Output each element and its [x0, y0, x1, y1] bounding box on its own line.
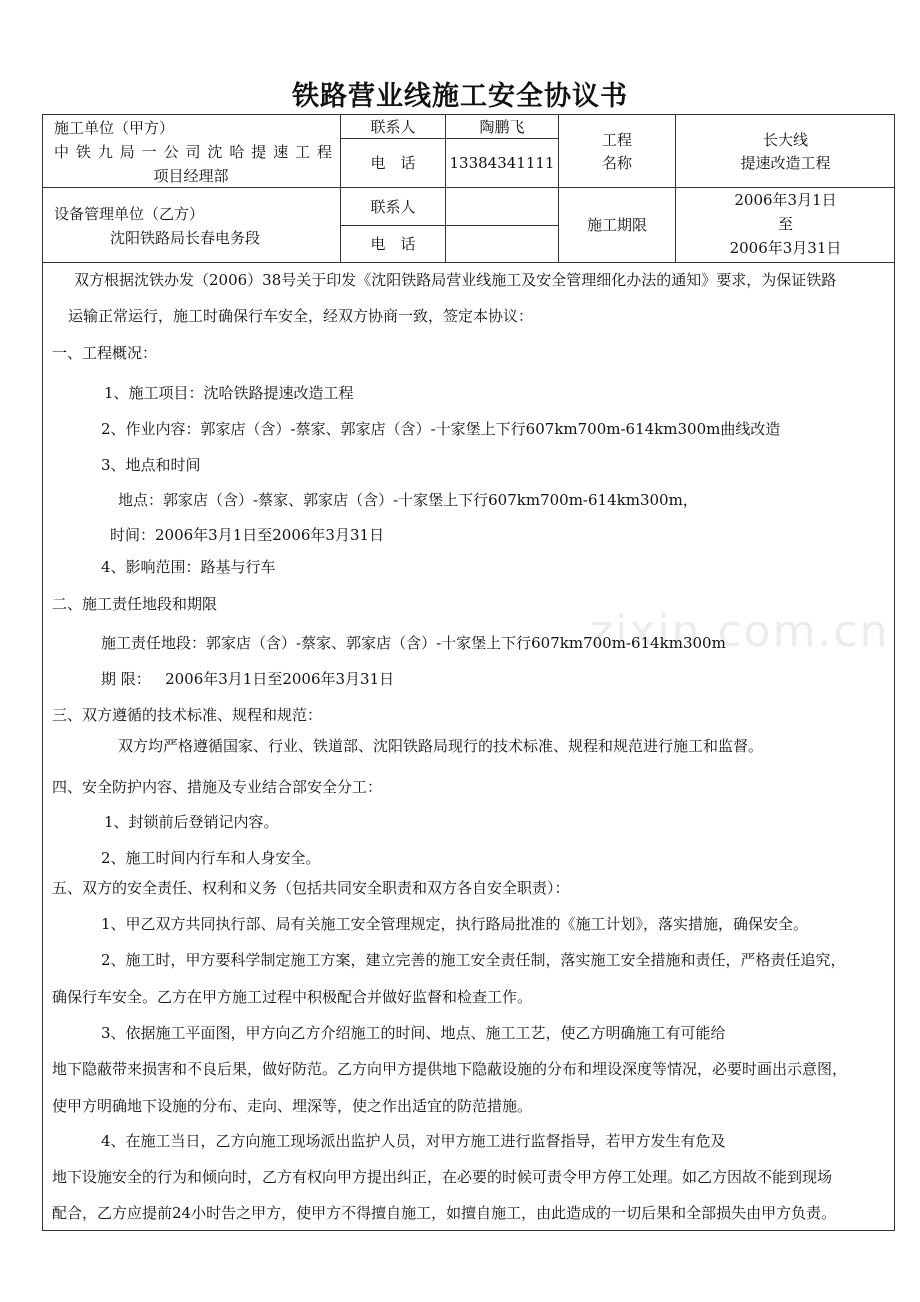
section-5-para-3-cont: 使甲方明确地下设施的分布、走向、埋深等，使之作出适宜的防范措施。: [52, 1097, 533, 1115]
section-3-heading: 三、双方遵循的技术标准、规程和规范：: [52, 706, 323, 724]
phone-b-label: 电 话: [370, 235, 416, 253]
intro-paragraph-cont: 运输正常运行，施工时确保行车安全，经双方协商一致，签定本协议：: [68, 307, 534, 325]
section-1-item-3: 3、地点和时间: [101, 456, 201, 474]
contact-a-label: 联系人: [370, 118, 416, 136]
intro-paragraph: 双方根据沈铁办发（2006）38号关于印发《沈阳铁路局营业线施工及安全管理细化办法的通知》要求，为保证铁路: [74, 271, 837, 289]
section-5-heading: 五、双方的安全责任、权利和义务（包括共同安全职责和双方各自安全职责）：: [52, 879, 570, 897]
party-b-name: 沈阳铁路局长春电务段: [110, 229, 261, 247]
period-end: 2006年3月31日: [729, 239, 842, 257]
row-divider: [42, 262, 895, 263]
section-2-heading: 二、施工责任地段和期限: [52, 595, 218, 613]
section-5-para-2: 2、施工时，甲方要科学制定施工方案，建立完善的施工安全责任制，落实施工安全措施和责任，严格责任追究，: [101, 951, 846, 969]
row-divider: [340, 138, 558, 139]
section-1-item-1: 1、施工项目：沈哈铁路提速改造工程: [104, 384, 354, 402]
section-4-heading: 四、安全防护内容、措施及专业结合部安全分工：: [52, 778, 383, 796]
project-name: 长大线: [762, 131, 808, 149]
section-2-period: 期 限： 2006年3月1日至2006年3月31日: [101, 670, 395, 688]
section-1-item-2: 2、作业内容：郭家店（含）-蔡家、郭家店（含）-十家堡上下行607km700m-614km300m曲线改造: [101, 420, 781, 438]
period-start: 2006年3月1日: [734, 191, 837, 209]
section-1-time: 时间：2006年3月1日至2006年3月31日: [110, 526, 385, 544]
section-1-place: 地点：郭家店（含）-蔡家、郭家店（含）-十家堡上下行607km700m-614km300m，: [118, 491, 698, 509]
party-a-name: 中铁九局一公司沈哈提速工程: [54, 143, 332, 161]
section-3-text: 双方均严格遵循国家、行业、铁道部、沈阳铁路局现行的技术标准、规程和规范进行施工和监督。: [118, 737, 764, 755]
section-5-para-2-cont: 确保行车安全。乙方在甲方施工过程中积极配合并做好监督和检查工作。: [52, 988, 533, 1006]
phone-a-number: 13384341111: [449, 154, 555, 172]
section-5-para-4-cont: 地下设施安全的行为和倾向时，乙方有权向甲方提出纠正，在必要的时候可责令甲方停工处理。如乙方因故不能到现场: [52, 1168, 833, 1186]
section-1-heading: 一、工程概况：: [52, 344, 158, 362]
period-to: 至: [777, 215, 793, 233]
section-5-para-3: 3、依据施工平面图，甲方向乙方介绍施工的时间、地点、施工工艺，使乙方明确施工有可能给: [101, 1024, 726, 1042]
period-label: 施工期限: [586, 216, 647, 234]
section-2-section: 施工责任地段：郭家店（含）-蔡家、郭家店（含）-十家堡上下行607km700m-614km300m: [101, 634, 726, 652]
row-divider: [340, 225, 558, 226]
section-5-para-4: 4、在施工当日，乙方向施工现场派出监护人员，对甲方施工进行监督指导，若甲方发生有危及: [101, 1132, 726, 1150]
row-divider: [42, 187, 895, 188]
project-name-cont: 提速改造工程: [740, 154, 831, 172]
section-5-para-1: 1、甲乙双方共同执行部、局有关施工安全管理规定，执行路局批准的《施工计划》，落实措施，确保安全。: [101, 915, 809, 933]
section-1-item-4: 4、影响范围：路基与行车: [101, 558, 276, 576]
document-title: 铁路营业线施工安全协议书: [292, 81, 628, 112]
contact-a-name: 陶鹏飞: [479, 118, 525, 136]
section-5-para-4-cont: 配合，乙方应提前24小时告之甲方，使甲方不得擅自施工，如擅自施工，由此造成的一切后果和全部损失由甲方负责。: [52, 1204, 837, 1222]
contact-b-label: 联系人: [370, 198, 416, 216]
party-a-label: 施工单位（甲方）: [54, 119, 175, 137]
project-label-cont: 名称: [601, 154, 632, 172]
project-label: 工程: [601, 131, 632, 149]
section-5-para-3-cont: 地下隐蔽带来损害和不良后果，做好防范。乙方向甲方提供地下隐蔽设施的分布和埋设深度等情况，必要时画出示意图，: [52, 1060, 848, 1078]
party-a-name-cont: 项目经理部: [153, 167, 229, 185]
section-4-item-2: 2、施工时间内行车和人身安全。: [101, 849, 321, 867]
phone-a-label: 电 话: [370, 154, 416, 172]
party-b-label: 设备管理单位（乙方）: [54, 205, 205, 223]
section-4-item-1: 1、封锁前后登销记内容。: [104, 813, 279, 831]
watermark: zixin.com.cn: [590, 606, 890, 657]
